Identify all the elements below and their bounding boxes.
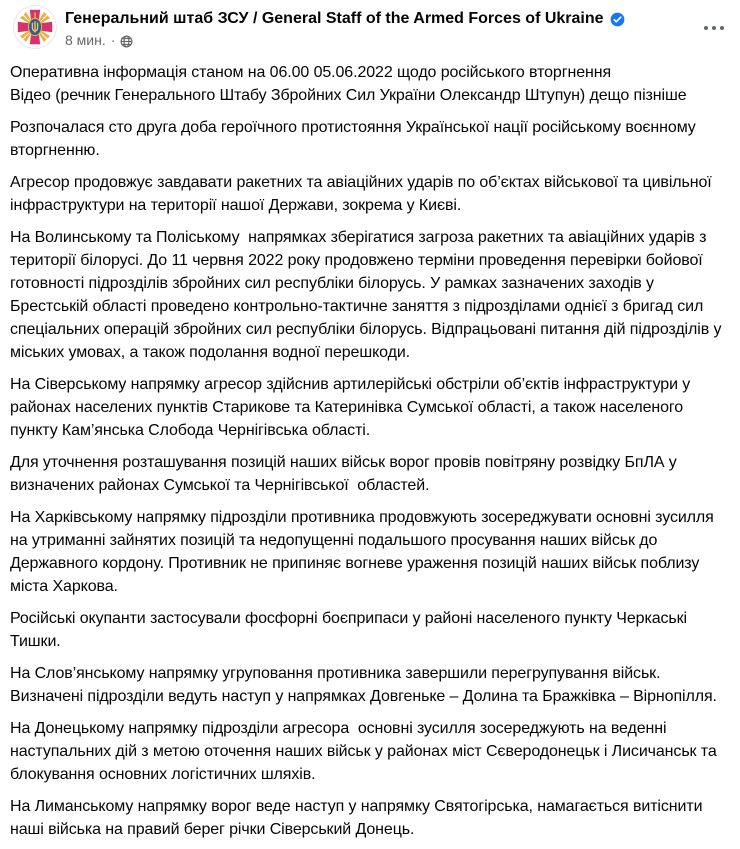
page-name-row <box>65 9 625 29</box>
avatar[interactable] <box>13 5 57 49</box>
general-staff-emblem-icon <box>13 5 57 49</box>
page-name[interactable]: Генеральний штаб ЗСУ / General Staff of the Armed Forces of Ukraine <box>65 10 604 27</box>
post-header-info <box>65 5 625 49</box>
post-header <box>0 0 740 49</box>
more-options-button[interactable] <box>700 22 728 34</box>
timestamp[interactable]: 8 мин. <box>65 32 106 48</box>
post-paragraph: Розпочалася сто друга доба героїчного протистояння Української нації російському воєнному вторгненню. <box>10 119 701 159</box>
verified-badge-icon <box>610 12 625 27</box>
post-paragraph: На Донецькому напрямку підрозділи агресора основні зусилля зосереджують на веденні наступальних дій з метою оточення наших військ у районах міст Сєверодонецьк і Лисичанськ та блокування основних логістичних шляхів. <box>10 720 722 783</box>
post-paragraph: На Слов’янському напрямку угруповання противника завершили перегрупування військ. Визначені підрозділи ведуть наступ у напрямках Довгеньке – Долина та Бражківка – Вірнопілля. <box>10 665 717 705</box>
post-paragraph: Для уточнення розташування позицій наших військ ворог провів повітряну розвідку БпЛА у визначених районах Сумської та Чернігівської областей. <box>10 454 682 494</box>
dot-icon <box>720 26 724 30</box>
post-meta <box>65 32 625 49</box>
dot-icon <box>704 26 708 30</box>
globe-icon <box>120 35 133 48</box>
post-paragraph: Оперативна інформація станом на 06.00 05.06.2022 щодо російського вторгнення Відео (речник Генерального Штабу Збройних Сил України Олександр Штупун) дещо пізніше <box>10 64 687 104</box>
post-paragraph: На Волинському та Поліському напрямках зберігатися загроза ракетних та авіаційних ударів з території білорусі. До 11 червня 2022 року продовжено терміни проведення перевірки бойової готовності підрозділів збройних сил республіки білорусь. У рамках зазначених заходів у Брестській області проведено контрольно-тактичне заняття з підрозділами однієї з бригад сил спеціальних операцій збройних сил республіки білорусь. Відпрацьовані питання дій підрозділів у міських умовах, а також подолання водної перешкоди. <box>10 229 726 361</box>
post-paragraph: На Сіверському напрямку агресор здійснив артилерійські обстріли об’єктів інфраструктури у районах населених пунктів Старикове та Катеринівка Сумської області, а також населеного пункту Кам’янська Слобода Чернігівська області. <box>10 376 695 439</box>
meta-separator: · <box>110 32 116 48</box>
dot-icon <box>712 26 716 30</box>
post-paragraph: На Лиманському напрямку ворог веде наступ у напрямку Святогірська, намагається витіснити наші війська на правий берег річки Сіверський Донець. <box>10 798 707 838</box>
post-paragraph: Російські окупанти застосували фосфорні боєприпаси у районі населеного пункту Черкаські Тишки. <box>10 610 692 650</box>
post-body <box>0 49 740 841</box>
post-paragraph: Агресор продовжує завдавати ракетних та авіаційних ударів по об’єктах військової та цивільної інфраструктури на території нашої Держави, зокрема у Києві. <box>10 174 716 214</box>
post-paragraph: На Харківському напрямку підрозділи противника продовжують зосереджувати основні зусилля на утриманні зайнятих позицій та недопущенні подальшого просування наших військ до Державного кордону. Противник не припиняє вогневе ураження позицій наших військ поблизу міста Харкова. <box>10 509 719 595</box>
